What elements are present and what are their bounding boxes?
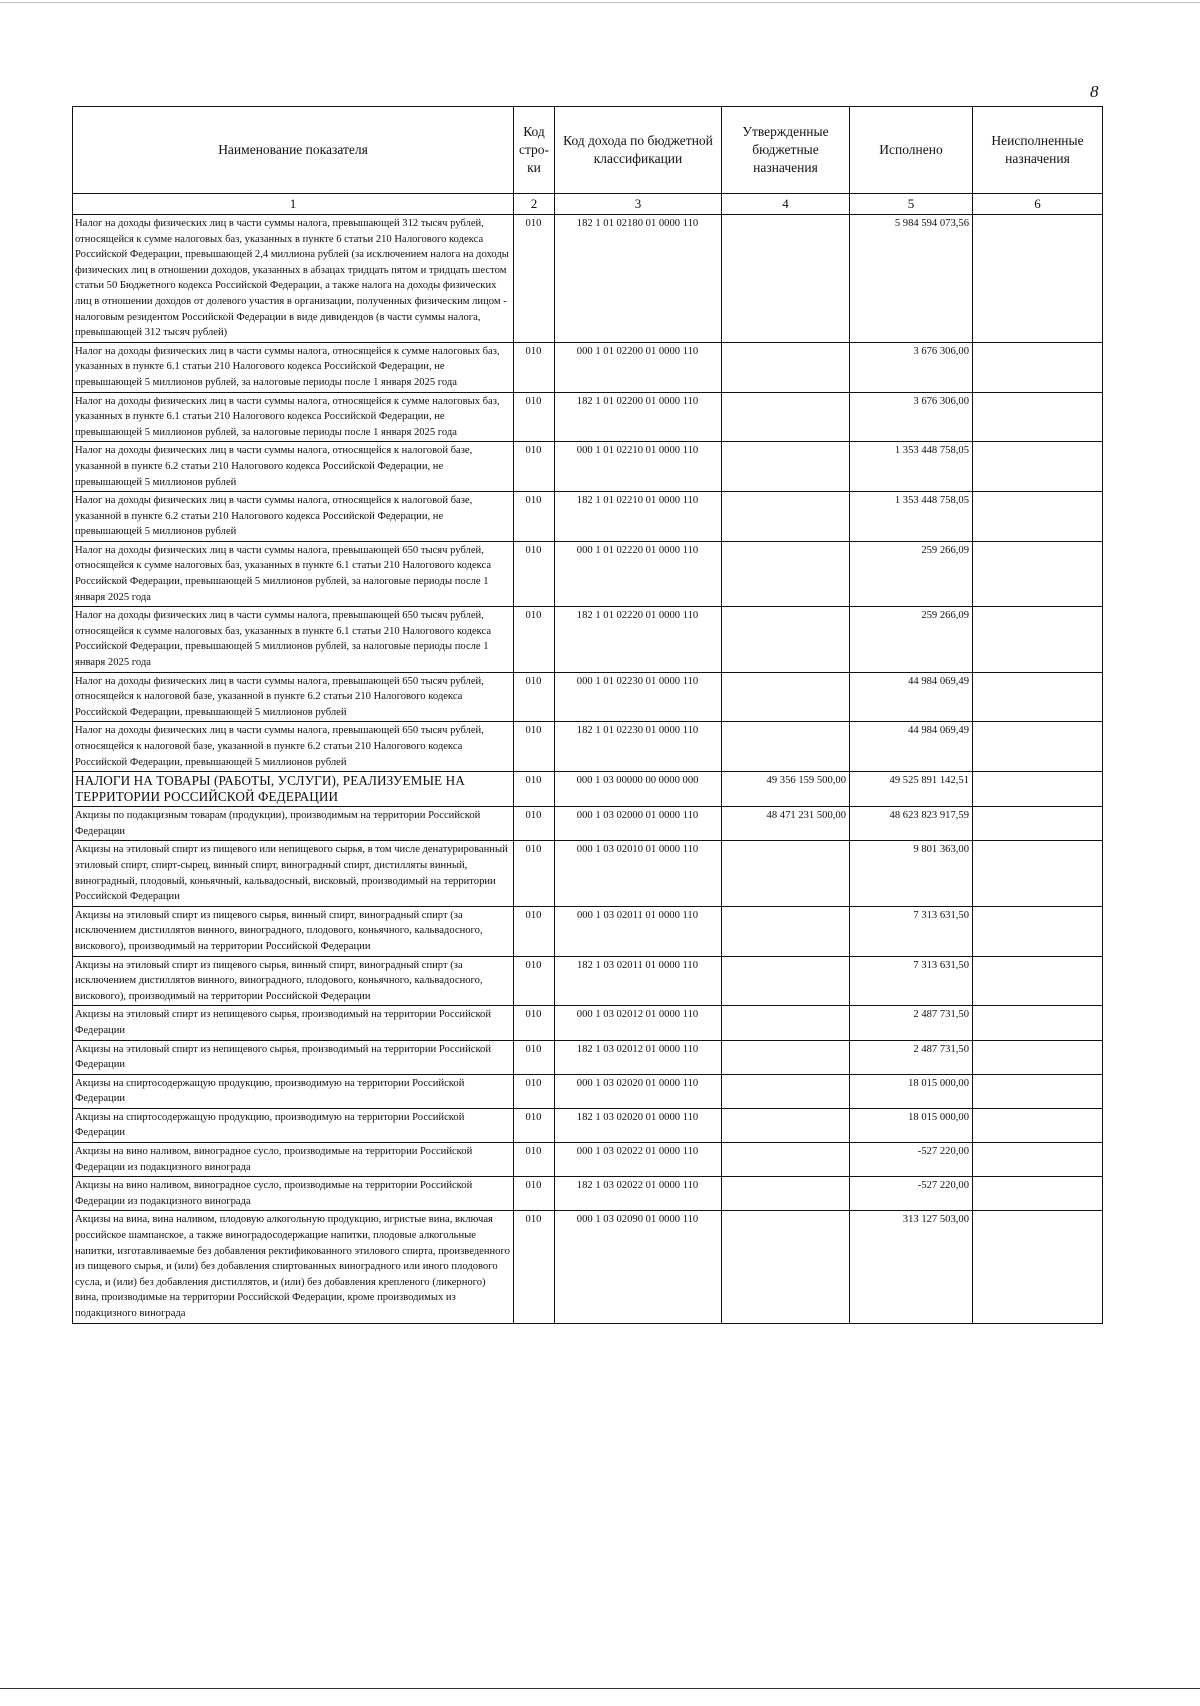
line-code-cell: 010 [514, 772, 555, 807]
table-row [73, 492, 1103, 542]
executed-amount-cell: -527 220,00 [850, 1177, 973, 1211]
unexecuted-amount-cell [973, 342, 1103, 392]
executed-amount-cell: 3 676 306,00 [850, 342, 973, 392]
line-code-cell: 010 [514, 956, 555, 1006]
unexecuted-amount-cell [973, 541, 1103, 606]
table-row [73, 906, 1103, 956]
unexecuted-amount-cell [973, 1108, 1103, 1142]
income-code-cell: 182 1 03 02012 01 0000 110 [555, 1040, 722, 1074]
indicator-name-cell: Акцизы на вина, вина наливом, плодовую алкогольную продукцию, игристые вина, включая российское шампанское, а также виноградосодержащие напитки, плодовые алкогольные напитки, изготавливаемые без добавления ректификованного этилового спирта, произведенного из пищевого сырья, и (или) без добавления спиртованных виноградного или иного плодового сусла, и (или) без добавления дистиллятов, и (или) без добавления крепленого (ликерного) вина, производимые на территории Российской Федерации, кроме производимых из подакцизного винограда [73, 1211, 514, 1323]
income-code-cell: 000 1 03 02011 01 0000 110 [555, 906, 722, 956]
bottom-scan-edge [0, 1688, 1200, 1689]
indicator-name-cell: Налог на доходы физических лиц в части суммы налога, относящейся к сумме налоговых баз, указанных в пункте 6.1 статьи 210 Налогового кодекса Российской Федерации, не превышающей 5 миллионов рублей, за налоговые периоды после 1 января 2025 года [73, 392, 514, 442]
indicator-name-cell: Налог на доходы физических лиц в части суммы налога, превышающей 650 тысяч рублей, относящейся к налоговой базе, указанной в пункте 6.2 статьи 210 Налогового кодекса Российской Федерации, превышающей 5 миллионов рублей [73, 722, 514, 772]
line-code-cell: 010 [514, 442, 555, 492]
indicator-name-cell: Акцизы на этиловый спирт из непищевого сырья, производимый на территории Российской Федерации [73, 1006, 514, 1040]
unexecuted-amount-cell [973, 772, 1103, 807]
unexecuted-amount-cell [973, 906, 1103, 956]
income-code-cell: 182 1 01 02210 01 0000 110 [555, 492, 722, 542]
indicator-name-cell: Налог на доходы физических лиц в части суммы налога, относящейся к сумме налоговых баз, указанных в пункте 6.1 статьи 210 Налогового кодекса Российской Федерации, не превышающей 5 миллионов рублей, за налоговые периоды после 1 января 2025 года [73, 342, 514, 392]
table-row [73, 1074, 1103, 1108]
income-code-cell: 000 1 01 02210 01 0000 110 [555, 442, 722, 492]
table-row [73, 1006, 1103, 1040]
approved-amount-cell [722, 956, 850, 1006]
table-row [73, 1143, 1103, 1177]
executed-amount-cell: 2 487 731,50 [850, 1006, 973, 1040]
executed-amount-cell: 18 015 000,00 [850, 1108, 973, 1142]
income-code-cell: 000 1 01 02220 01 0000 110 [555, 541, 722, 606]
table-row [73, 1211, 1103, 1323]
executed-amount-cell: 2 487 731,50 [850, 1040, 973, 1074]
page-number: 8 [1090, 82, 1099, 101]
table-row [73, 215, 1103, 343]
unexecuted-amount-cell [973, 1040, 1103, 1074]
top-scan-edge [0, 2, 1200, 3]
unexecuted-amount-cell [973, 956, 1103, 1006]
approved-amount-cell [722, 492, 850, 542]
approved-amount-cell: 49 356 159 500,00 [722, 772, 850, 807]
unexecuted-amount-cell [973, 442, 1103, 492]
income-code-cell: 000 1 03 00000 00 0000 000 [555, 772, 722, 807]
indicator-name-cell: Акцизы на этиловый спирт из пищевого или непищевого сырья, в том числе денатурированный этиловый спирт, спирт-сырец, винный спирт, виноградный спирт, дистилляты винный, виноградный, плодовый, коньячный, кальвадосный, висковый, производимый на территории Российской Федерации [73, 841, 514, 906]
indicator-name-cell: Акцизы на вино наливом, виноградное сусло, производимые на территории Российской Федерации из подакцизного винограда [73, 1143, 514, 1177]
table-row [73, 1177, 1103, 1211]
unexecuted-amount-cell [973, 215, 1103, 343]
approved-amount-cell [722, 541, 850, 606]
indicator-name-cell: Налог на доходы физических лиц в части суммы налога, относящейся к налоговой базе, указанной в пункте 6.2 статьи 210 Налогового кодекса Российской Федерации, не превышающей 5 миллионов рублей [73, 442, 514, 492]
income-code-cell: 182 1 01 02200 01 0000 110 [555, 392, 722, 442]
approved-amount-cell [722, 1143, 850, 1177]
unexecuted-amount-cell [973, 1211, 1103, 1323]
indicator-name-cell: Акцизы на спиртосодержащую продукцию, производимую на территории Российской Федерации [73, 1074, 514, 1108]
approved-amount-cell [722, 1006, 850, 1040]
executed-amount-cell: 18 015 000,00 [850, 1074, 973, 1108]
line-code-cell: 010 [514, 1040, 555, 1074]
approved-amount-cell [722, 442, 850, 492]
unexecuted-amount-cell [973, 1074, 1103, 1108]
table-row [73, 541, 1103, 606]
income-code-cell: 000 1 03 02090 01 0000 110 [555, 1211, 722, 1323]
column-number: 3 [555, 194, 722, 215]
line-code-cell: 010 [514, 607, 555, 672]
table-row [73, 1108, 1103, 1142]
column-number: 6 [973, 194, 1103, 215]
unexecuted-amount-cell [973, 807, 1103, 841]
unexecuted-amount-cell [973, 1006, 1103, 1040]
line-code-cell: 010 [514, 807, 555, 841]
unexecuted-amount-cell [973, 1143, 1103, 1177]
column-number-row [73, 194, 1103, 215]
income-code-cell: 000 1 03 02012 01 0000 110 [555, 1006, 722, 1040]
column-header-approved: Утвержденные бюджетные назначения [722, 107, 850, 194]
line-code-cell: 010 [514, 1074, 555, 1108]
indicator-name-cell: Акцизы на вино наливом, виноградное сусло, производимые на территории Российской Федерации из подакцизного винограда [73, 1177, 514, 1211]
line-code-cell: 010 [514, 906, 555, 956]
table-row [73, 672, 1103, 722]
line-code-cell: 010 [514, 1006, 555, 1040]
executed-amount-cell: -527 220,00 [850, 1143, 973, 1177]
table-row [73, 607, 1103, 672]
line-code-cell: 010 [514, 672, 555, 722]
income-code-cell: 000 1 03 02000 01 0000 110 [555, 807, 722, 841]
approved-amount-cell [722, 392, 850, 442]
income-code-cell: 000 1 01 02230 01 0000 110 [555, 672, 722, 722]
line-code-cell: 010 [514, 215, 555, 343]
column-header-income-code: Код дохода по бюджетной классификации [555, 107, 722, 194]
table-row [73, 442, 1103, 492]
executed-amount-cell: 3 676 306,00 [850, 392, 973, 442]
unexecuted-amount-cell [973, 392, 1103, 442]
unexecuted-amount-cell [973, 841, 1103, 906]
column-number: 1 [73, 194, 514, 215]
unexecuted-amount-cell [973, 722, 1103, 772]
approved-amount-cell [722, 215, 850, 343]
approved-amount-cell [722, 1211, 850, 1323]
indicator-name-cell: Налог на доходы физических лиц в части суммы налога, относящейся к налоговой базе, указанной в пункте 6.2 статьи 210 Налогового кодекса Российской Федерации, не превышающей 5 миллионов рублей [73, 492, 514, 542]
table-row [73, 807, 1103, 841]
approved-amount-cell [722, 1108, 850, 1142]
unexecuted-amount-cell [973, 492, 1103, 542]
column-number: 4 [722, 194, 850, 215]
approved-amount-cell [722, 1040, 850, 1074]
approved-amount-cell [722, 1177, 850, 1211]
approved-amount-cell [722, 722, 850, 772]
table-body [73, 215, 1103, 1324]
executed-amount-cell: 5 984 594 073,56 [850, 215, 973, 343]
column-header-executed: Исполнено [850, 107, 973, 194]
indicator-name-cell: Акцизы на этиловый спирт из пищевого сырья, винный спирт, виноградный спирт (за исключением дистиллятов винного, виноградного, плодового, коньячного, кальвадосного, вискового), производимый на территории Российской Федерации [73, 956, 514, 1006]
income-code-cell: 000 1 03 02022 01 0000 110 [555, 1143, 722, 1177]
column-header-name: Наименование показателя [73, 107, 514, 194]
indicator-name-cell: Акцизы на этиловый спирт из непищевого сырья, производимый на территории Российской Федерации [73, 1040, 514, 1074]
approved-amount-cell [722, 906, 850, 956]
table-row [73, 841, 1103, 906]
income-code-cell: 182 1 01 02180 01 0000 110 [555, 215, 722, 343]
indicator-name-cell: Акцизы на этиловый спирт из пищевого сырья, винный спирт, виноградный спирт (за исключением дистиллятов винного, виноградного, плодового, коньячного, кальвадосного, вискового), производимый на территории Российской Федерации [73, 906, 514, 956]
column-number: 2 [514, 194, 555, 215]
line-code-cell: 010 [514, 392, 555, 442]
column-header-line-code: Код стро-ки [514, 107, 555, 194]
line-code-cell: 010 [514, 1108, 555, 1142]
unexecuted-amount-cell [973, 607, 1103, 672]
executed-amount-cell: 259 266,09 [850, 541, 973, 606]
indicator-name-cell: Акцизы на спиртосодержащую продукцию, производимую на территории Российской Федерации [73, 1108, 514, 1142]
executed-amount-cell: 1 353 448 758,05 [850, 442, 973, 492]
line-code-cell: 010 [514, 541, 555, 606]
income-code-cell: 182 1 01 02220 01 0000 110 [555, 607, 722, 672]
approved-amount-cell [722, 607, 850, 672]
line-code-cell: 010 [514, 841, 555, 906]
indicator-name-cell: Налог на доходы физических лиц в части суммы налога, превышающей 312 тысяч рублей, относящейся к сумме налоговых баз, указанных в пункте 6 статьи 210 Налогового кодекса Российской Федерации, превышающей 2,4 миллиона рублей (за исключением налога на доходы физических лиц в отношении доходов, указанных в абзацах тридцать пятом и тридцать шестом статьи 50 Бюджетного кодекса Российской Федерации, а также налога на доходы физических лиц в отношении доходов от долевого участия в организации, полученных физическим лицом - налоговым резидентом Российской Федерации в виде дивидендов (в части суммы налога, превышающей 312 тысяч рублей) [73, 215, 514, 343]
approved-amount-cell [722, 672, 850, 722]
table-row [73, 392, 1103, 442]
executed-amount-cell: 1 353 448 758,05 [850, 492, 973, 542]
table-row [73, 1040, 1103, 1074]
approved-amount-cell [722, 342, 850, 392]
indicator-name-cell: Налог на доходы физических лиц в части суммы налога, превышающей 650 тысяч рублей, относящейся к сумме налоговых баз, указанных в пункте 6.1 статьи 210 Налогового кодекса Российской Федерации, превышающей 5 миллионов рублей, за налоговые периоды после 1 января 2025 года [73, 541, 514, 606]
indicator-name-cell: НАЛОГИ НА ТОВАРЫ (РАБОТЫ, УСЛУГИ), РЕАЛИЗУЕМЫЕ НА ТЕРРИТОРИИ РОССИЙСКОЙ ФЕДЕРАЦИИ [73, 772, 514, 807]
column-number: 5 [850, 194, 973, 215]
table-row [73, 342, 1103, 392]
table-row [73, 956, 1103, 1006]
indicator-name-cell: Налог на доходы физических лиц в части суммы налога, превышающей 650 тысяч рублей, относящейся к налоговой базе, указанной в пункте 6.2 статьи 210 Налогового кодекса Российской Федерации, превышающей 5 миллионов рублей [73, 672, 514, 722]
income-code-cell: 182 1 03 02022 01 0000 110 [555, 1177, 722, 1211]
executed-amount-cell: 313 127 503,00 [850, 1211, 973, 1323]
income-code-cell: 000 1 01 02200 01 0000 110 [555, 342, 722, 392]
line-code-cell: 010 [514, 722, 555, 772]
income-code-cell: 182 1 03 02020 01 0000 110 [555, 1108, 722, 1142]
executed-amount-cell: 259 266,09 [850, 607, 973, 672]
column-header-unexecuted: Неисполненные назначения [973, 107, 1103, 194]
revenue-report-table [72, 106, 1103, 1324]
executed-amount-cell: 44 984 069,49 [850, 672, 973, 722]
line-code-cell: 010 [514, 1177, 555, 1211]
line-code-cell: 010 [514, 342, 555, 392]
line-code-cell: 010 [514, 1143, 555, 1177]
executed-amount-cell: 7 313 631,50 [850, 906, 973, 956]
unexecuted-amount-cell [973, 672, 1103, 722]
income-code-cell: 182 1 03 02011 01 0000 110 [555, 956, 722, 1006]
line-code-cell: 010 [514, 1211, 555, 1323]
approved-amount-cell: 48 471 231 500,00 [722, 807, 850, 841]
indicator-name-cell: Акцизы по подакцизным товарам (продукции), производимым на территории Российской Федерации [73, 807, 514, 841]
income-code-cell: 182 1 01 02230 01 0000 110 [555, 722, 722, 772]
approved-amount-cell [722, 1074, 850, 1108]
table-row [73, 722, 1103, 772]
line-code-cell: 010 [514, 492, 555, 542]
executed-amount-cell: 49 525 891 142,51 [850, 772, 973, 807]
unexecuted-amount-cell [973, 1177, 1103, 1211]
executed-amount-cell: 7 313 631,50 [850, 956, 973, 1006]
approved-amount-cell [722, 841, 850, 906]
indicator-name-cell: Налог на доходы физических лиц в части суммы налога, превышающей 650 тысяч рублей, относящейся к сумме налоговых баз, указанных в пункте 6.1 статьи 210 Налогового кодекса Российской Федерации, превышающей 5 миллионов рублей, за налоговые периоды после 1 января 2025 года [73, 607, 514, 672]
table-row [73, 772, 1103, 807]
executed-amount-cell: 9 801 363,00 [850, 841, 973, 906]
executed-amount-cell: 48 623 823 917,59 [850, 807, 973, 841]
income-code-cell: 000 1 03 02020 01 0000 110 [555, 1074, 722, 1108]
executed-amount-cell: 44 984 069,49 [850, 722, 973, 772]
income-code-cell: 000 1 03 02010 01 0000 110 [555, 841, 722, 906]
header-row [73, 107, 1103, 194]
